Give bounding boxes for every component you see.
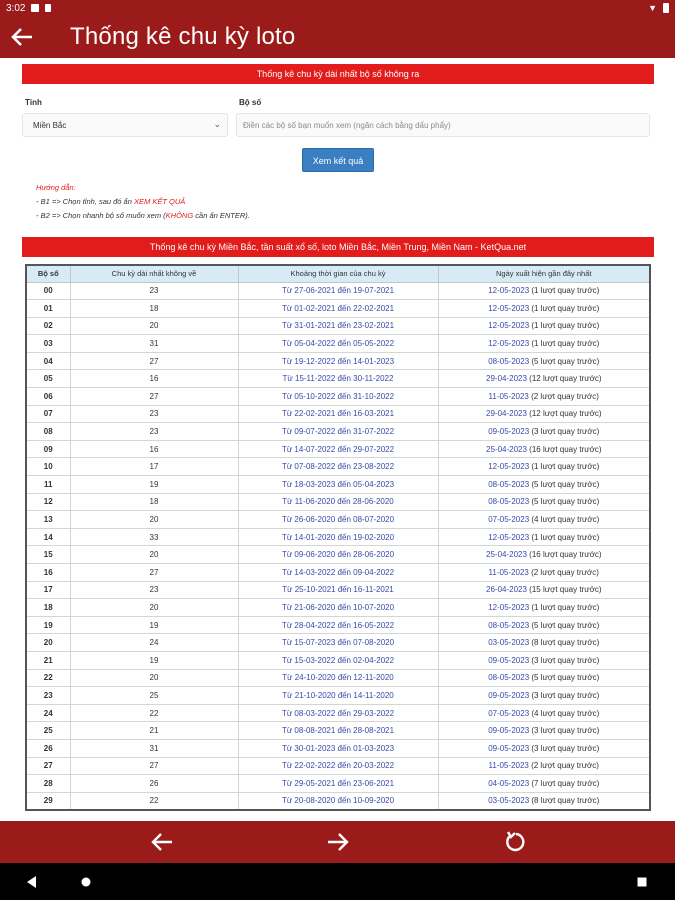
cell-longest-cycle: 31 bbox=[70, 739, 238, 757]
cell-number: 02 bbox=[26, 317, 70, 335]
guide-step-2: - B2 => Chọn nhanh bộ số muốn xem (KHÔNG cần ấn ENTER). bbox=[36, 211, 250, 220]
cell-cycle-period[interactable]: Từ 26-06-2020 đến 08-07-2020 bbox=[238, 511, 438, 529]
table-row bbox=[26, 687, 650, 705]
latest-date-link[interactable]: 09-05-2023 bbox=[488, 427, 530, 437]
table-row bbox=[26, 792, 650, 810]
cell-number: 28 bbox=[26, 775, 70, 793]
battery-icon bbox=[663, 3, 669, 13]
cell-longest-cycle: 27 bbox=[70, 564, 238, 582]
cell-cycle-period[interactable]: Từ 18-03-2023 đến 05-04-2023 bbox=[238, 476, 438, 494]
latest-date-note: (2 lượt quay trước) bbox=[531, 391, 599, 401]
app-bar bbox=[0, 16, 675, 58]
content-area[interactable] bbox=[0, 58, 675, 821]
cell-number: 08 bbox=[26, 423, 70, 441]
cell-cycle-period[interactable]: Từ 24-10-2020 đến 12-11-2020 bbox=[238, 669, 438, 687]
cell-latest-date bbox=[438, 669, 650, 687]
table-row bbox=[26, 775, 650, 793]
latest-date-link[interactable]: 03-05-2023 bbox=[488, 638, 530, 648]
cell-number: 00 bbox=[26, 282, 70, 300]
latest-date-link[interactable]: 04-05-2023 bbox=[488, 778, 530, 788]
cell-longest-cycle: 27 bbox=[70, 352, 238, 370]
table-row bbox=[26, 739, 650, 757]
table-row bbox=[26, 282, 650, 300]
latest-date-note: (1 lượt quay trước) bbox=[531, 286, 600, 296]
cell-number: 15 bbox=[26, 546, 70, 564]
latest-date-note: (12 lượt quay trước) bbox=[529, 374, 602, 384]
back-arrow-icon[interactable] bbox=[0, 16, 44, 58]
guide-text bbox=[36, 181, 654, 223]
cell-latest-date bbox=[438, 458, 650, 476]
province-label: Tỉnh bbox=[25, 98, 42, 107]
header-cycle-period: Khoảng thời gian của chu kỳ bbox=[238, 265, 438, 282]
chevron-down-icon: ⌄ bbox=[213, 119, 221, 129]
cell-latest-date bbox=[438, 564, 650, 582]
latest-date-note: (15 lượt quay trước) bbox=[529, 585, 602, 595]
cycle-table bbox=[25, 264, 651, 811]
cell-number: 21 bbox=[26, 651, 70, 669]
numbers-label: Bộ số bbox=[239, 98, 262, 107]
cell-latest-date bbox=[438, 775, 650, 793]
table-row bbox=[26, 405, 650, 423]
cell-longest-cycle: 23 bbox=[70, 581, 238, 599]
cell-number: 11 bbox=[26, 476, 70, 494]
latest-date-note: (5 lượt quay trước) bbox=[531, 673, 600, 683]
cell-longest-cycle: 19 bbox=[70, 651, 238, 669]
cell-longest-cycle: 23 bbox=[70, 282, 238, 300]
latest-date-note: (8 lượt quay trước) bbox=[531, 796, 600, 806]
cell-longest-cycle: 20 bbox=[70, 546, 238, 564]
province-select-value: Miền Bắc bbox=[33, 120, 67, 130]
notification-icon bbox=[31, 4, 39, 12]
table-row bbox=[26, 335, 650, 353]
cell-longest-cycle: 22 bbox=[70, 704, 238, 722]
latest-date-link[interactable]: 11-05-2023 bbox=[488, 391, 529, 401]
cell-cycle-period[interactable]: Từ 25-10-2021 đến 16-11-2021 bbox=[238, 581, 438, 599]
table-row bbox=[26, 722, 650, 740]
cell-latest-date bbox=[438, 300, 650, 318]
cell-latest-date bbox=[438, 352, 650, 370]
cell-latest-date bbox=[438, 722, 650, 740]
page-title: Thống kê chu kỳ loto bbox=[70, 23, 296, 50]
cell-latest-date bbox=[438, 317, 650, 335]
latest-date-link[interactable]: 29-04-2023 bbox=[486, 409, 527, 419]
cell-cycle-period[interactable]: Từ 09-07-2022 đến 31-07-2022 bbox=[238, 423, 438, 441]
cell-cycle-period[interactable]: Từ 08-03-2022 đến 29-03-2022 bbox=[238, 704, 438, 722]
cell-longest-cycle: 27 bbox=[70, 388, 238, 406]
cell-latest-date bbox=[438, 634, 650, 652]
cell-longest-cycle: 20 bbox=[70, 317, 238, 335]
latest-date-note: (5 lượt quay trước) bbox=[531, 479, 600, 489]
latest-date-note: (1 lượt quay trước) bbox=[531, 303, 600, 313]
cell-latest-date bbox=[438, 528, 650, 546]
latest-date-link[interactable]: 07-05-2023 bbox=[488, 515, 530, 525]
latest-date-note: (3 lượt quay trước) bbox=[531, 427, 600, 437]
header-longest-cycle: Chu kỳ dài nhất không về bbox=[70, 265, 238, 282]
latest-date-link[interactable]: 08-05-2023 bbox=[488, 673, 530, 683]
section-title-form: Thống kê chu kỳ dài nhất bộ số không ra bbox=[22, 64, 654, 84]
table-row bbox=[26, 599, 650, 617]
cell-longest-cycle: 26 bbox=[70, 775, 238, 793]
table-row bbox=[26, 581, 650, 599]
cell-longest-cycle: 17 bbox=[70, 458, 238, 476]
latest-date-link[interactable]: 26-04-2023 bbox=[486, 585, 527, 595]
province-select[interactable] bbox=[22, 113, 228, 137]
latest-date-link[interactable]: 09-05-2023 bbox=[488, 726, 530, 736]
table-row bbox=[26, 370, 650, 388]
cell-cycle-period[interactable]: Từ 15-11-2022 đến 30-11-2022 bbox=[238, 370, 438, 388]
latest-date-link[interactable]: 11-05-2023 bbox=[488, 567, 529, 577]
cell-cycle-period[interactable]: Từ 30-01-2023 đến 01-03-2023 bbox=[238, 739, 438, 757]
cell-longest-cycle: 18 bbox=[70, 493, 238, 511]
table-row bbox=[26, 651, 650, 669]
bottom-bar bbox=[0, 821, 675, 863]
cell-latest-date bbox=[438, 335, 650, 353]
cell-latest-date bbox=[438, 651, 650, 669]
cell-number: 13 bbox=[26, 511, 70, 529]
cell-longest-cycle: 25 bbox=[70, 687, 238, 705]
cell-latest-date bbox=[438, 388, 650, 406]
cell-cycle-period[interactable]: Từ 29-05-2021 đến 23-06-2021 bbox=[238, 775, 438, 793]
system-nav-bar bbox=[0, 863, 675, 900]
table-row bbox=[26, 616, 650, 634]
section-title-table: Thống kê chu kỳ Miền Bắc, tần suất xổ số, loto Miền Bắc, Miền Trung, Miền Nam - KetQua.net bbox=[22, 237, 654, 257]
latest-date-note: (4 lượt quay trước) bbox=[531, 708, 600, 718]
status-bar bbox=[0, 0, 675, 16]
latest-date-note: (1 lượt quay trước) bbox=[531, 602, 600, 612]
status-time: 3:02 bbox=[6, 2, 26, 14]
refresh-icon[interactable] bbox=[496, 821, 536, 863]
cell-latest-date bbox=[438, 739, 650, 757]
cell-longest-cycle: 16 bbox=[70, 440, 238, 458]
latest-date-link[interactable]: 09-05-2023 bbox=[488, 743, 530, 753]
cell-longest-cycle: 22 bbox=[70, 792, 238, 810]
table-row bbox=[26, 493, 650, 511]
cell-latest-date bbox=[438, 616, 650, 634]
latest-date-link[interactable]: 08-05-2023 bbox=[488, 620, 530, 630]
cell-cycle-period[interactable]: Từ 05-04-2022 đến 05-05-2022 bbox=[238, 335, 438, 353]
table-row bbox=[26, 634, 650, 652]
latest-date-link[interactable]: 12-05-2023 bbox=[488, 532, 530, 542]
latest-date-note: (5 lượt quay trước) bbox=[531, 497, 600, 507]
latest-date-link[interactable]: 12-05-2023 bbox=[488, 286, 530, 296]
cell-number: 29 bbox=[26, 792, 70, 810]
latest-date-note: (5 lượt quay trước) bbox=[531, 620, 600, 630]
system-home-icon[interactable] bbox=[76, 863, 96, 900]
cell-latest-date bbox=[438, 704, 650, 722]
cell-cycle-period[interactable]: Từ 19-12-2022 đến 14-01-2023 bbox=[238, 352, 438, 370]
cell-latest-date bbox=[438, 546, 650, 564]
table-row bbox=[26, 440, 650, 458]
cell-number: 04 bbox=[26, 352, 70, 370]
cell-cycle-period[interactable]: Từ 22-02-2021 đến 16-03-2021 bbox=[238, 405, 438, 423]
cell-number: 05 bbox=[26, 370, 70, 388]
latest-date-note: (1 lượt quay trước) bbox=[531, 462, 600, 472]
cell-longest-cycle: 31 bbox=[70, 335, 238, 353]
cell-cycle-period[interactable]: Từ 28-04-2022 đến 16-05-2022 bbox=[238, 616, 438, 634]
table-row bbox=[26, 564, 650, 582]
table-row bbox=[26, 458, 650, 476]
cell-number: 25 bbox=[26, 722, 70, 740]
table-row bbox=[26, 669, 650, 687]
cell-longest-cycle: 20 bbox=[70, 669, 238, 687]
numbers-input[interactable] bbox=[236, 113, 650, 137]
cell-cycle-period[interactable]: Từ 05-10-2022 đến 31-10-2022 bbox=[238, 388, 438, 406]
cell-longest-cycle: 23 bbox=[70, 423, 238, 441]
cell-number: 01 bbox=[26, 300, 70, 318]
latest-date-note: (1 lượt quay trước) bbox=[531, 339, 600, 349]
latest-date-link[interactable]: 12-05-2023 bbox=[488, 303, 530, 313]
system-recents-icon[interactable] bbox=[632, 863, 652, 900]
cell-number: 22 bbox=[26, 669, 70, 687]
guide-step-1: - B1 => Chọn tỉnh, sau đó ấn XEM KẾT QUẢ bbox=[36, 197, 186, 206]
cell-number: 19 bbox=[26, 616, 70, 634]
cell-number: 20 bbox=[26, 634, 70, 652]
latest-date-note: (7 lượt quay trước) bbox=[531, 778, 600, 788]
cell-cycle-period[interactable]: Từ 07-08-2022 đến 23-08-2022 bbox=[238, 458, 438, 476]
table-row bbox=[26, 317, 650, 335]
table-row bbox=[26, 511, 650, 529]
table-row bbox=[26, 423, 650, 441]
cell-number: 12 bbox=[26, 493, 70, 511]
table-row bbox=[26, 546, 650, 564]
cell-longest-cycle: 21 bbox=[70, 722, 238, 740]
cell-latest-date bbox=[438, 581, 650, 599]
latest-date-note: (16 lượt quay trước) bbox=[529, 444, 602, 454]
cell-cycle-period[interactable]: Từ 08-08-2021 đến 28-08-2021 bbox=[238, 722, 438, 740]
table-row bbox=[26, 757, 650, 775]
latest-date-link[interactable]: 12-05-2023 bbox=[488, 321, 530, 331]
cell-number: 09 bbox=[26, 440, 70, 458]
latest-date-link[interactable]: 03-05-2023 bbox=[488, 796, 530, 806]
prev-arrow-icon[interactable] bbox=[142, 821, 182, 863]
table-row bbox=[26, 388, 650, 406]
latest-date-link[interactable]: 25-04-2023 bbox=[486, 550, 527, 560]
cell-longest-cycle: 20 bbox=[70, 511, 238, 529]
cell-number: 27 bbox=[26, 757, 70, 775]
latest-date-link[interactable]: 12-05-2023 bbox=[488, 339, 530, 349]
latest-date-link[interactable]: 08-05-2023 bbox=[488, 356, 530, 366]
view-results-button[interactable]: Xem kết quả bbox=[302, 148, 375, 172]
latest-date-link[interactable]: 29-04-2023 bbox=[486, 374, 527, 384]
latest-date-note: (16 lượt quay trước) bbox=[529, 550, 602, 560]
latest-date-note: (3 lượt quay trước) bbox=[531, 726, 600, 736]
table-row bbox=[26, 704, 650, 722]
latest-date-note: (12 lượt quay trước) bbox=[529, 409, 602, 419]
table-row bbox=[26, 352, 650, 370]
cell-longest-cycle: 27 bbox=[70, 757, 238, 775]
latest-date-link[interactable]: 25-04-2023 bbox=[486, 444, 527, 454]
cell-number: 24 bbox=[26, 704, 70, 722]
cell-cycle-period[interactable]: Từ 20-08-2020 đến 10-09-2020 bbox=[238, 792, 438, 810]
latest-date-link[interactable]: 12-05-2023 bbox=[488, 602, 530, 612]
latest-date-link[interactable]: 08-05-2023 bbox=[488, 479, 530, 489]
cell-number: 26 bbox=[26, 739, 70, 757]
cell-latest-date bbox=[438, 792, 650, 810]
cell-number: 16 bbox=[26, 564, 70, 582]
cell-latest-date bbox=[438, 282, 650, 300]
cell-cycle-period[interactable]: Từ 01-02-2021 đến 22-02-2021 bbox=[238, 300, 438, 318]
cell-longest-cycle: 16 bbox=[70, 370, 238, 388]
cell-latest-date bbox=[438, 493, 650, 511]
cell-longest-cycle: 18 bbox=[70, 300, 238, 318]
cell-longest-cycle: 19 bbox=[70, 616, 238, 634]
cell-longest-cycle: 33 bbox=[70, 528, 238, 546]
latest-date-note: (1 lượt quay trước) bbox=[531, 532, 600, 542]
cell-number: 07 bbox=[26, 405, 70, 423]
cell-cycle-period[interactable]: Từ 14-03-2022 đến 09-04-2022 bbox=[238, 564, 438, 582]
cell-latest-date bbox=[438, 757, 650, 775]
latest-date-note: (8 lượt quay trước) bbox=[531, 638, 600, 648]
cell-longest-cycle: 23 bbox=[70, 405, 238, 423]
wifi-icon: ▼ bbox=[648, 3, 657, 13]
table-row bbox=[26, 528, 650, 546]
cell-cycle-period[interactable]: Từ 27-06-2021 đến 19-07-2021 bbox=[238, 282, 438, 300]
cell-cycle-period[interactable]: Từ 14-01-2020 đến 19-02-2020 bbox=[238, 528, 438, 546]
cell-cycle-period[interactable]: Từ 11-06-2020 đến 28-06-2020 bbox=[238, 493, 438, 511]
sim-icon bbox=[45, 4, 51, 12]
latest-date-link[interactable]: 08-05-2023 bbox=[488, 497, 530, 507]
table-row bbox=[26, 300, 650, 318]
cell-number: 23 bbox=[26, 687, 70, 705]
system-back-icon[interactable] bbox=[22, 863, 42, 900]
latest-date-link[interactable]: 07-05-2023 bbox=[488, 708, 530, 718]
cell-cycle-period[interactable]: Từ 14-07-2022 đến 29-07-2022 bbox=[238, 440, 438, 458]
cell-cycle-period[interactable]: Từ 09-06-2020 đến 28-06-2020 bbox=[238, 546, 438, 564]
latest-date-note: (2 lượt quay trước) bbox=[531, 567, 599, 577]
latest-date-link[interactable]: 11-05-2023 bbox=[488, 761, 529, 771]
next-arrow-icon[interactable] bbox=[318, 821, 358, 863]
cell-longest-cycle: 20 bbox=[70, 599, 238, 617]
cell-longest-cycle: 24 bbox=[70, 634, 238, 652]
latest-date-note: (5 lượt quay trước) bbox=[531, 356, 600, 366]
latest-date-note: (1 lượt quay trước) bbox=[531, 321, 600, 331]
cell-longest-cycle: 19 bbox=[70, 476, 238, 494]
latest-date-note: (3 lượt quay trước) bbox=[531, 690, 600, 700]
cell-cycle-period[interactable]: Từ 21-10-2020 đến 14-11-2020 bbox=[238, 687, 438, 705]
cell-latest-date bbox=[438, 687, 650, 705]
cell-cycle-period[interactable]: Từ 22-02-2022 đến 20-03-2022 bbox=[238, 757, 438, 775]
filter-form bbox=[22, 98, 654, 137]
table-row bbox=[26, 476, 650, 494]
latest-date-link[interactable]: 09-05-2023 bbox=[488, 655, 530, 665]
cell-number: 03 bbox=[26, 335, 70, 353]
numbers-input-placeholder: Điền các bộ số bạn muốn xem (ngăn cách bằng dấu phẩy) bbox=[243, 120, 451, 130]
latest-date-note: (4 lượt quay trước) bbox=[531, 515, 600, 525]
cell-cycle-period[interactable]: Từ 31-01-2021 đến 23-02-2021 bbox=[238, 317, 438, 335]
cell-cycle-period[interactable]: Từ 15-07-2023 đến 07-08-2020 bbox=[238, 634, 438, 652]
cell-latest-date bbox=[438, 440, 650, 458]
cell-cycle-period[interactable]: Từ 21-06-2020 đến 10-07-2020 bbox=[238, 599, 438, 617]
cell-cycle-period[interactable]: Từ 15-03-2022 đến 02-04-2022 bbox=[238, 651, 438, 669]
cell-latest-date bbox=[438, 476, 650, 494]
latest-date-note: (2 lượt quay trước) bbox=[531, 761, 599, 771]
cell-latest-date bbox=[438, 370, 650, 388]
cell-number: 18 bbox=[26, 599, 70, 617]
cell-latest-date bbox=[438, 405, 650, 423]
cell-latest-date bbox=[438, 423, 650, 441]
cell-latest-date bbox=[438, 599, 650, 617]
cell-latest-date bbox=[438, 511, 650, 529]
cell-number: 10 bbox=[26, 458, 70, 476]
header-number: Bộ số bbox=[26, 265, 70, 282]
cell-number: 14 bbox=[26, 528, 70, 546]
guide-title: Hướng dẫn: bbox=[36, 183, 76, 192]
latest-date-link[interactable]: 09-05-2023 bbox=[488, 690, 530, 700]
latest-date-note: (3 lượt quay trước) bbox=[531, 655, 600, 665]
latest-date-link[interactable]: 12-05-2023 bbox=[488, 462, 530, 472]
cell-number: 17 bbox=[26, 581, 70, 599]
header-latest-date: Ngày xuất hiện gần đây nhất bbox=[438, 265, 650, 282]
latest-date-note: (3 lượt quay trước) bbox=[531, 743, 600, 753]
cell-number: 06 bbox=[26, 388, 70, 406]
